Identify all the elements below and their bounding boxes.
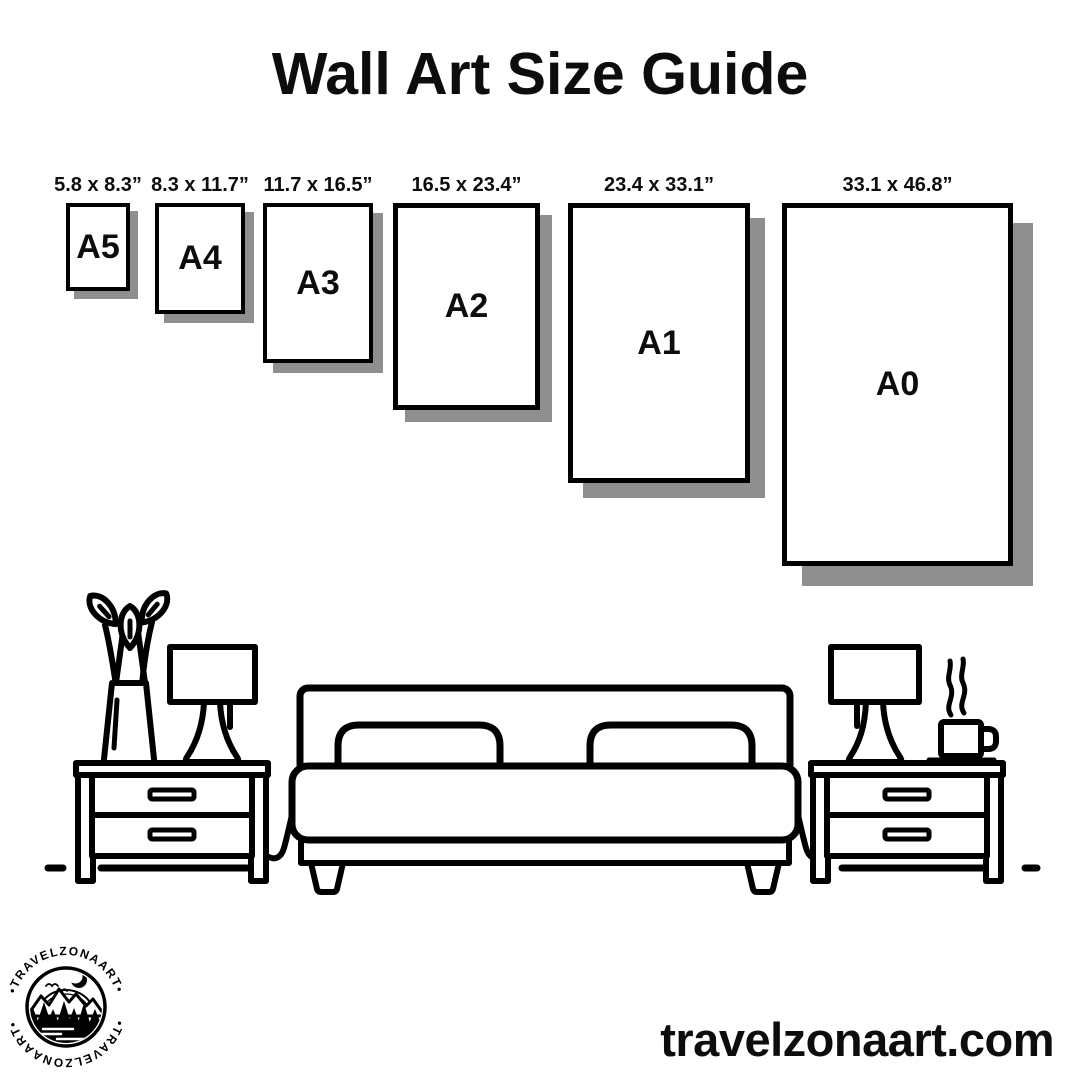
website-url: travelzonaart.com bbox=[660, 1013, 1054, 1066]
frame-a1 bbox=[568, 203, 750, 483]
brand-logo-badge bbox=[5, 946, 127, 1068]
dimension-label-a4: 8.3 x 11.7” bbox=[151, 174, 249, 196]
page-title: Wall Art Size Guide bbox=[271, 41, 809, 107]
left-nightstand bbox=[76, 763, 268, 881]
dimension-label-a0: 33.1 x 46.8” bbox=[842, 174, 953, 196]
size-item-a5 bbox=[54, 170, 142, 291]
size-code-a4: A4 bbox=[178, 239, 222, 277]
size-code-a2: A2 bbox=[444, 287, 489, 325]
frame-a2 bbox=[393, 203, 540, 410]
size-item-a4 bbox=[151, 170, 249, 314]
steam-icon bbox=[949, 661, 952, 715]
size-item-a1 bbox=[568, 170, 750, 483]
size-code-a0: A0 bbox=[875, 365, 920, 403]
plant-vase bbox=[84, 588, 173, 763]
table-lamp-left bbox=[170, 647, 255, 762]
size-code-a3: A3 bbox=[296, 263, 340, 302]
size-code-a1: A1 bbox=[637, 323, 681, 362]
frame-a4 bbox=[155, 203, 245, 314]
logo-arc-text-top: •TRAVELZONAART• bbox=[5, 946, 127, 995]
bedroom-illustration bbox=[0, 570, 1080, 900]
size-item-a0 bbox=[782, 170, 1013, 566]
frame-a5 bbox=[66, 203, 130, 291]
size-item-a3 bbox=[263, 170, 373, 363]
steam-icon bbox=[962, 659, 965, 713]
dimension-label-a3: 11.7 x 16.5” bbox=[263, 174, 373, 196]
logo-arc-text-bottom: •TRAVELZONAART• bbox=[5, 1019, 127, 1068]
dimension-label-a1: 23.4 x 33.1” bbox=[603, 174, 715, 196]
bed bbox=[269, 688, 821, 892]
right-nightstand bbox=[811, 763, 1003, 881]
size-item-a2 bbox=[393, 170, 540, 410]
mattress bbox=[292, 766, 798, 840]
coffee-mug bbox=[929, 659, 996, 760]
dimension-label-a2: 16.5 x 23.4” bbox=[411, 174, 522, 196]
table-lamp-right bbox=[831, 647, 919, 762]
bed-leg-left bbox=[311, 863, 343, 892]
frame-a3 bbox=[263, 203, 373, 363]
dimension-label-a5: 5.8 x 8.3” bbox=[54, 174, 142, 196]
size-code-a5: A5 bbox=[76, 227, 120, 266]
bed-leg-right bbox=[747, 863, 779, 892]
frame-a0 bbox=[782, 203, 1013, 566]
